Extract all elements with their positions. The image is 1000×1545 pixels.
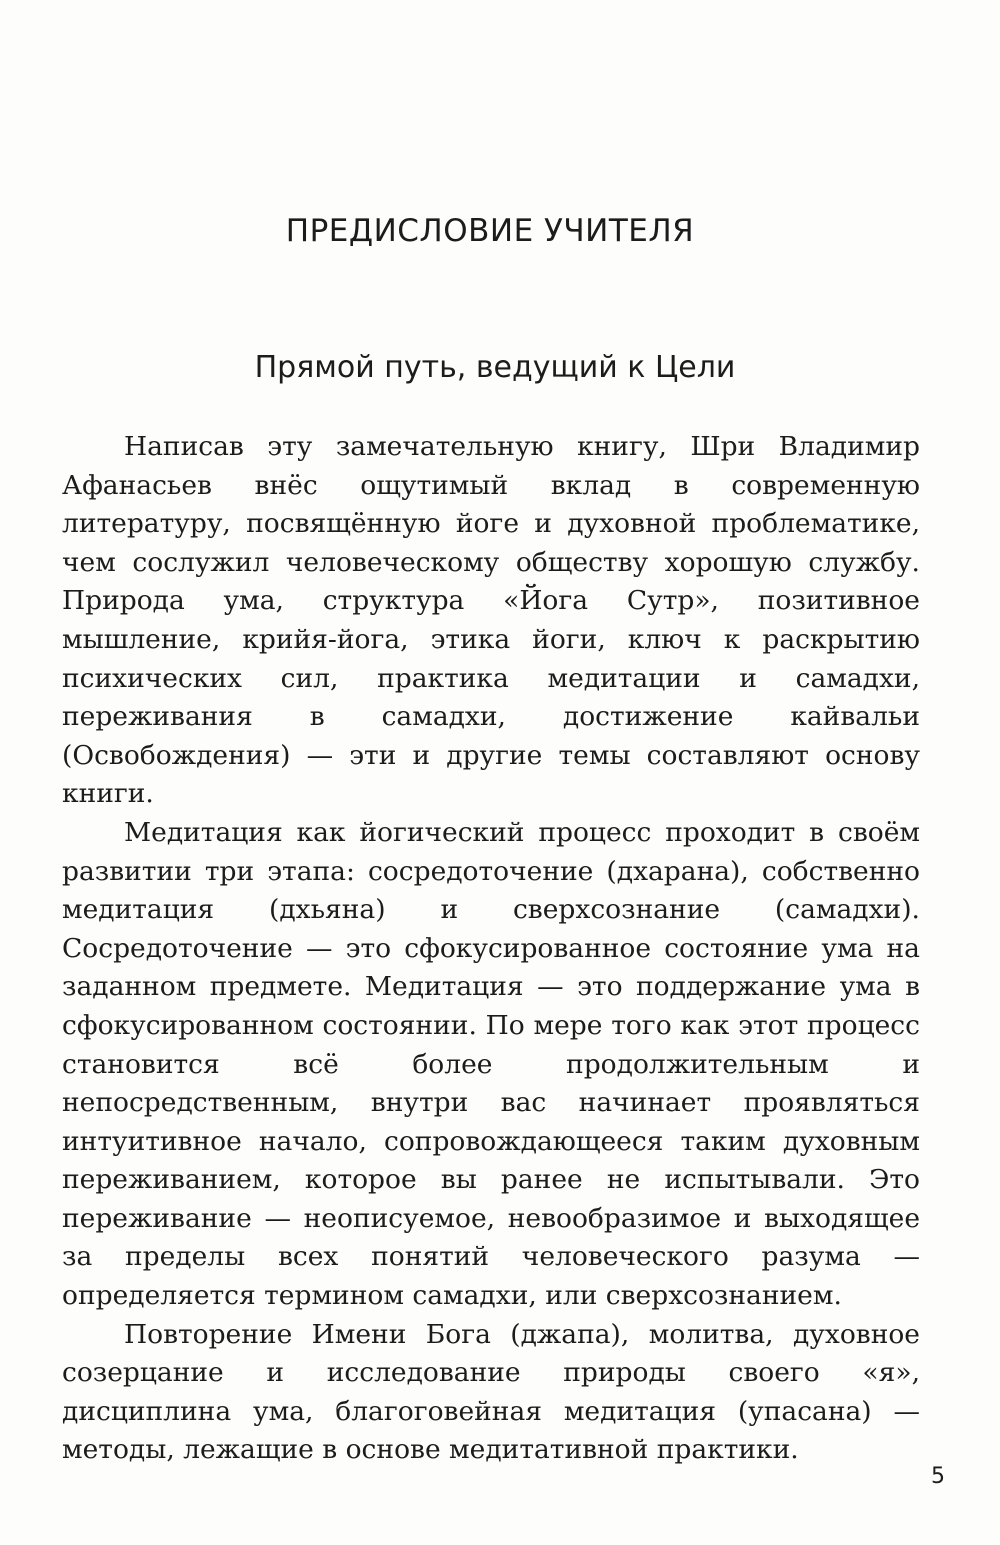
- section-title: Прямой путь, ведущий к Цели: [254, 350, 736, 385]
- paragraph: Медитация как йогический процесс проходит в своём развитии три этапа: сосредоточение (дхарана), собственно медитация (дхьяна) и сверхсознание (самадхи). Сосредоточение — это сфокусированное состояние ума на заданном предмете. Медитация — это поддержание ума в сфокусированном состоянии. По мере того как этот процесс становится всё более продолжительным и непосредственным, внутри вас начинает проявляться интуитивное начало, сопровождающееся таким духовным переживанием, которое вы ранее не испытывали. Это переживание — неописуемое, невообразимое и выходящее за пределы всех понятий человеческого разума — определяется термином самадхи, или сверхсознанием.: [62, 816, 920, 1312]
- page-number: 5: [931, 1464, 945, 1489]
- chapter-title: ПРЕДИСЛОВИЕ УЧИТЕЛЯ: [285, 213, 695, 249]
- body-text: [62, 428, 920, 1470]
- paragraph: Повторение Имени Бога (джапа), молитва, духовное созерцание и исследование природы своего «я», дисциплина ума, благоговейная медитация (упасана) — методы, лежащие в основе медитативной практики.: [62, 1318, 920, 1466]
- paragraph: Написав эту замечательную книгу, Шри Владимир Афанасьев внёс ощутимый вклад в современную литературу, посвящённую йоге и духовной проблематике, чем сослужил человеческому обществу хорошую службу. Природа ума, структура «Йога Сутр», позитивное мышление, крийя-йога, этика йоги, ключ к раскрытию психических сил, практика медитации и самадхи, переживания в самадхи, достижение кайвальи (Освобождения) — эти и другие темы составляют основу книги.: [62, 431, 920, 810]
